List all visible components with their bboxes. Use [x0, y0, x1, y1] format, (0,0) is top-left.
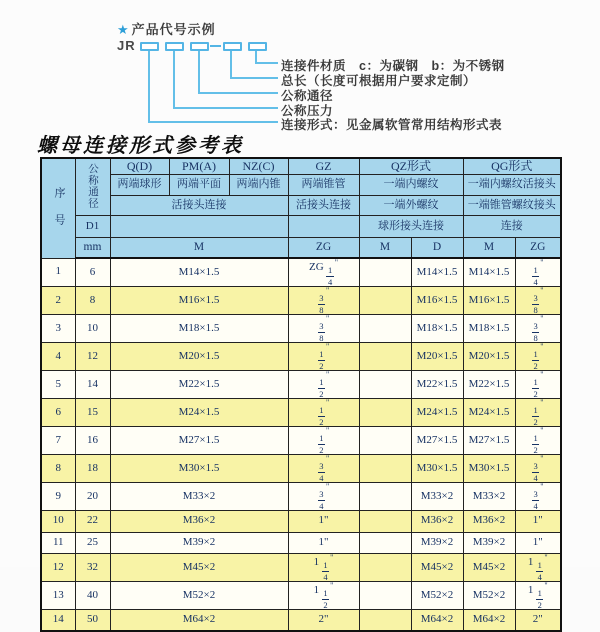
cell-dn: 22 [75, 511, 110, 533]
cell-m: M24×1.5 [110, 399, 288, 427]
cell-gz-zg: $\frac{1}{2}$ " [288, 399, 359, 427]
cell-seq: 3 [41, 315, 75, 343]
connector-line [198, 92, 278, 94]
star-icon: ★ [117, 22, 130, 37]
cell-dn: 16 [75, 427, 110, 455]
cell-seq: 9 [41, 483, 75, 511]
cell-dn: 6 [75, 258, 110, 287]
cell-gz-zg: 2" [288, 610, 359, 632]
cell-qz-d: M64×2 [411, 610, 463, 632]
cell-m: M45×2 [110, 554, 288, 582]
diagram-heading [117, 19, 216, 38]
connector-line [173, 51, 175, 108]
cell-qg-zg: 1 $\frac{1}{2}$ " [515, 582, 561, 610]
cell-dn: 12 [75, 343, 110, 371]
cell-qg-zg: 1 $\frac{1}{4}$ " [515, 554, 561, 582]
header-pm-type: 两端平面 [169, 175, 229, 196]
cell-dn: 32 [75, 554, 110, 582]
cell-dn: 40 [75, 582, 110, 610]
cell-m: M18×1.5 [110, 315, 288, 343]
diagram-label-length: 总长（长度可根据用户要求定制） [281, 74, 477, 88]
cell-seq: 1 [41, 258, 75, 287]
cell-qz-m [359, 582, 411, 610]
col-header-qz: QZ形式 [359, 158, 463, 175]
header-q-type: 两端球形 [110, 175, 169, 196]
cell-qz-d: M24×1.5 [411, 399, 463, 427]
cell-gz-zg: ZG $\frac{1}{4}$ " [288, 258, 359, 287]
cell-seq: 8 [41, 455, 75, 483]
code-box-3 [190, 42, 209, 51]
col-header-q: Q(D) [110, 158, 169, 175]
cell-dn: 18 [75, 455, 110, 483]
diagram-label-material: 连接件材质 c：为碳钢 b：为不锈钢 [281, 59, 505, 73]
table-row [41, 610, 561, 632]
cell-qg-m: M39×2 [463, 532, 515, 554]
cell-qz-d: M36×2 [411, 511, 463, 533]
table-row [41, 582, 561, 610]
cell-qg-zg: 2" [515, 610, 561, 632]
cell-qz-m [359, 455, 411, 483]
cell-m: M39×2 [110, 532, 288, 554]
cell-seq: 4 [41, 343, 75, 371]
connector-line [230, 51, 232, 78]
table-row [41, 511, 561, 533]
col-header-pm: PM(A) [169, 158, 229, 175]
code-box-4 [223, 42, 242, 51]
code-dash [210, 45, 221, 47]
cell-gz-zg: $\frac{3}{8}$ " [288, 287, 359, 315]
cell-qz-m [359, 610, 411, 632]
connector-line [255, 62, 278, 64]
header-empty-union [110, 216, 288, 238]
header-d1: D1 [75, 216, 110, 238]
cell-gz-zg: $\frac{3}{4}$ " [288, 483, 359, 511]
cell-qg-m: M64×2 [463, 610, 515, 632]
cell-qz-d: M18×1.5 [411, 315, 463, 343]
cell-gz-zg: $\frac{3}{4}$ " [288, 455, 359, 483]
header-gz-connect: 活接头连接 [288, 196, 359, 216]
cell-m: M14×1.5 [110, 258, 288, 287]
table-row [41, 455, 561, 483]
table-row [41, 287, 561, 315]
cell-qz-d: M20×1.5 [411, 343, 463, 371]
connector-line [198, 51, 200, 93]
cell-qz-d: M52×2 [411, 582, 463, 610]
cell-dn: 14 [75, 371, 110, 399]
cell-dn: 15 [75, 399, 110, 427]
code-prefix: JR [117, 38, 136, 53]
cell-qz-d: M16×1.5 [411, 287, 463, 315]
cell-qg-m: M30×1.5 [463, 455, 515, 483]
header-nz-type: 两端内锥 [229, 175, 288, 196]
cell-qg-m: M45×2 [463, 554, 515, 582]
cell-qz-m [359, 399, 411, 427]
cell-m: M27×1.5 [110, 427, 288, 455]
header-union-connect: 活接头连接 [110, 196, 288, 216]
cell-seq: 5 [41, 371, 75, 399]
header-qg-type2: 一端锥管螺纹接头 [463, 196, 561, 216]
header-qz-type2: 一端外螺纹 [359, 196, 463, 216]
cell-m: M52×2 [110, 582, 288, 610]
table-row [41, 315, 561, 343]
cell-dn: 10 [75, 315, 110, 343]
header-gz-type: 两端锥管 [288, 175, 359, 196]
connector-line [230, 77, 278, 79]
table-row [41, 427, 561, 455]
header-m-qz: M [359, 238, 411, 259]
cell-qg-zg: $\frac{1}{2}$ " [515, 343, 561, 371]
cell-gz-zg: $\frac{1}{2}$ " [288, 427, 359, 455]
connector-line [148, 121, 278, 123]
header-d-qz: D [411, 238, 463, 259]
cell-m: M33×2 [110, 483, 288, 511]
cell-gz-zg: $\frac{1}{2}$ " [288, 343, 359, 371]
cell-qg-zg: 1" [515, 532, 561, 554]
table-row [41, 371, 561, 399]
table-row [41, 399, 561, 427]
cell-m: M20×1.5 [110, 343, 288, 371]
table-title: 螺母连接形式参考表 [37, 133, 244, 157]
cell-qz-m [359, 371, 411, 399]
col-header-dn [75, 158, 110, 216]
cell-qz-m [359, 258, 411, 287]
col-header-qg: QG形式 [463, 158, 561, 175]
header-qg-connect: 连接 [463, 216, 561, 238]
cell-qg-m: M52×2 [463, 582, 515, 610]
connector-line [148, 51, 150, 122]
header-empty-gz [288, 216, 359, 238]
cell-seq: 7 [41, 427, 75, 455]
cell-seq: 14 [41, 610, 75, 632]
cell-qz-d: M33×2 [411, 483, 463, 511]
cell-qg-zg: $\frac{1}{2}$ " [515, 399, 561, 427]
cell-dn: 50 [75, 610, 110, 632]
cell-m: M36×2 [110, 511, 288, 533]
cell-qg-m: M20×1.5 [463, 343, 515, 371]
cell-qg-zg: $\frac{3}{8}$ " [515, 287, 561, 315]
header-m-union: M [110, 238, 288, 259]
cell-qg-m: M36×2 [463, 511, 515, 533]
cell-qg-m: M22×1.5 [463, 371, 515, 399]
table-row [41, 343, 561, 371]
cell-m: M16×1.5 [110, 287, 288, 315]
cell-m: M22×1.5 [110, 371, 288, 399]
cell-qz-d: M27×1.5 [411, 427, 463, 455]
cell-seq: 2 [41, 287, 75, 315]
cell-qz-m [359, 287, 411, 315]
code-box-1 [140, 42, 159, 51]
header-zg-gz: ZG [288, 238, 359, 259]
table-row [41, 483, 561, 511]
code-box-2 [165, 42, 184, 51]
code-box-5 [248, 42, 267, 51]
cell-seq: 10 [41, 511, 75, 533]
cell-qg-zg: $\frac{1}{2}$ " [515, 371, 561, 399]
cell-gz-zg: 1" [288, 532, 359, 554]
cell-gz-zg: 1 $\frac{1}{2}$ " [288, 582, 359, 610]
cell-qg-zg: $\frac{1}{2}$ " [515, 427, 561, 455]
col-header-nz: NZ(C) [229, 158, 288, 175]
cell-gz-zg: 1" [288, 511, 359, 533]
diagram-label-connection: 连接形式：见金属软管常用结构形式表 [281, 118, 503, 132]
col-header-gz: GZ [288, 158, 359, 175]
nut-connection-reference-table [40, 157, 562, 632]
col-header-seq [41, 158, 75, 258]
diagram-heading-text: 产品代号示例 [131, 22, 216, 37]
table-row [41, 532, 561, 554]
cell-qg-zg: $\frac{3}{8}$ " [515, 315, 561, 343]
cell-gz-zg: $\frac{3}{8}$ " [288, 315, 359, 343]
cell-qg-zg: $\frac{3}{4}$ " [515, 483, 561, 511]
cell-qz-m [359, 511, 411, 533]
cell-qz-d: M14×1.5 [411, 258, 463, 287]
cell-dn: 8 [75, 287, 110, 315]
cell-qg-m: M18×1.5 [463, 315, 515, 343]
cell-seq: 6 [41, 399, 75, 427]
cell-qg-m: M27×1.5 [463, 427, 515, 455]
cell-seq: 11 [41, 532, 75, 554]
header-qz-type1: 一端内螺纹 [359, 175, 463, 196]
cell-qz-m [359, 343, 411, 371]
cell-m: M30×1.5 [110, 455, 288, 483]
diagram-label-pressure: 公称压力 [281, 104, 334, 118]
cell-qg-zg: 1" [515, 511, 561, 533]
header-zg-qg: ZG [515, 238, 561, 259]
cell-qg-m: M24×1.5 [463, 399, 515, 427]
header-qz-connect: 球形接头连接 [359, 216, 463, 238]
cell-qz-d: M30×1.5 [411, 455, 463, 483]
col-header-dn-label: 公称通径 [87, 162, 98, 209]
cell-qg-m: M33×2 [463, 483, 515, 511]
cell-qz-d: M39×2 [411, 532, 463, 554]
connector-line [173, 107, 278, 109]
cell-qg-zg: $\frac{1}{4}$ " [515, 258, 561, 287]
cell-gz-zg: $\frac{1}{2}$ " [288, 371, 359, 399]
cell-m: M64×2 [110, 610, 288, 632]
header-qg-type1: 一端内螺纹活接头 [463, 175, 561, 196]
cell-gz-zg: 1 $\frac{1}{4}$ " [288, 554, 359, 582]
table-row [41, 258, 561, 287]
cell-qz-m [359, 532, 411, 554]
cell-qg-m: M16×1.5 [463, 287, 515, 315]
diagram-label-diameter: 公称通径 [281, 89, 334, 103]
header-mm: mm [75, 238, 110, 259]
cell-qz-d: M45×2 [411, 554, 463, 582]
cell-qz-m [359, 315, 411, 343]
cell-qz-d: M22×1.5 [411, 371, 463, 399]
cell-qz-m [359, 427, 411, 455]
cell-seq: 12 [41, 554, 75, 582]
table-row [41, 554, 561, 582]
cell-qz-m [359, 554, 411, 582]
cell-qg-zg: $\frac{3}{4}$ " [515, 455, 561, 483]
cell-qg-m: M14×1.5 [463, 258, 515, 287]
col-header-seq-label: 序号 [53, 186, 66, 241]
cell-qz-m [359, 483, 411, 511]
cell-seq: 13 [41, 582, 75, 610]
product-code-diagram [0, 0, 600, 135]
header-m-qg: M [463, 238, 515, 259]
cell-dn: 20 [75, 483, 110, 511]
cell-dn: 25 [75, 532, 110, 554]
